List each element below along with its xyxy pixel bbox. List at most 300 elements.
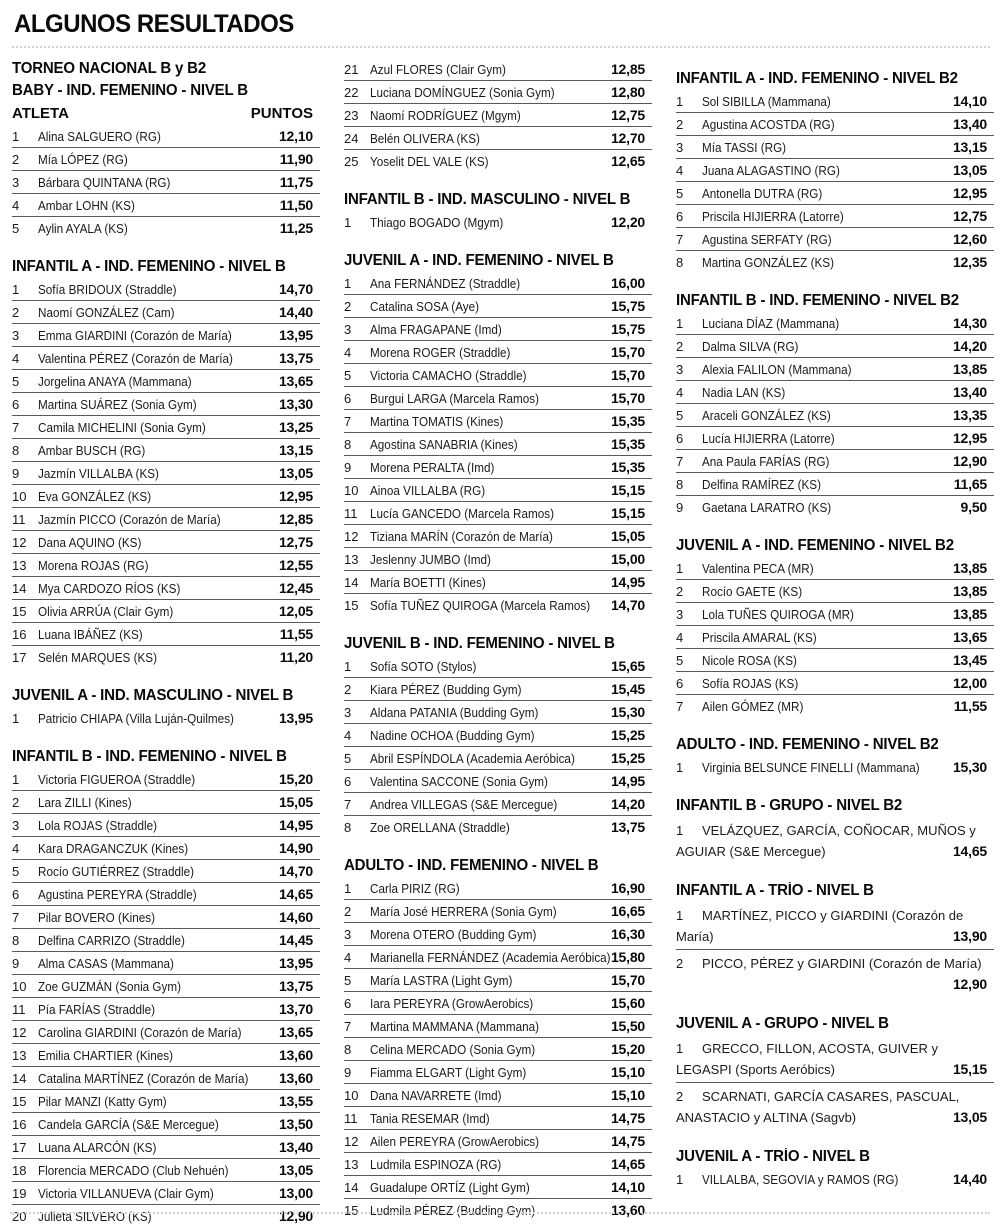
athlete-name-text: Lola TUÑES QUIROGA (MR) bbox=[702, 607, 854, 622]
score: 13,65 bbox=[278, 373, 313, 389]
result-row bbox=[344, 770, 652, 793]
athlete-name-text: Emilia CHARTIER (Kines) bbox=[38, 1048, 174, 1063]
athlete-name bbox=[702, 476, 948, 493]
score: 13,65 bbox=[952, 629, 987, 645]
rank: 13 bbox=[344, 1157, 359, 1172]
section-title: INFANTIL B - IND. FEMENINO - NIVEL B bbox=[12, 748, 287, 765]
athlete-name: VELÁZQUEZ, GARCÍA, COÑOCAR, MUÑOS y AGUIAR (S&E Mercegue) bbox=[676, 823, 976, 859]
athlete-name-text: Naomí RODRÍGUEZ (Mgym) bbox=[370, 108, 521, 123]
score: 14,70 bbox=[278, 281, 313, 297]
rank: 13 bbox=[344, 552, 359, 567]
rank: 11 bbox=[12, 1002, 26, 1017]
score: 15,20 bbox=[610, 1041, 645, 1057]
athlete-name-text: Agustina ACOSTDA (RG) bbox=[702, 117, 835, 132]
result-row bbox=[12, 883, 320, 906]
rank: 1 bbox=[12, 282, 20, 297]
rank: 9 bbox=[676, 500, 684, 515]
rank: 4 bbox=[676, 630, 684, 645]
section-title: INFANTIL B - IND. FEMENINO - NIVEL B2 bbox=[676, 292, 959, 309]
athlete-name bbox=[38, 1116, 273, 1133]
result-row bbox=[676, 603, 994, 626]
score: 14,45 bbox=[278, 932, 313, 948]
result-row bbox=[12, 324, 320, 347]
score: 13,15 bbox=[278, 442, 313, 458]
result-row bbox=[12, 952, 320, 975]
score: 16,00 bbox=[610, 275, 645, 291]
score: 13,60 bbox=[278, 1047, 313, 1063]
score: 15,25 bbox=[610, 727, 645, 743]
rank: 4 bbox=[676, 163, 684, 178]
score: 15,60 bbox=[610, 995, 645, 1011]
results-column-1 bbox=[12, 52, 320, 1228]
rank: 14 bbox=[344, 1180, 359, 1195]
score: 12,80 bbox=[610, 84, 645, 100]
score: 13,30 bbox=[278, 396, 313, 412]
result-row bbox=[676, 113, 994, 136]
athlete-name bbox=[702, 606, 947, 623]
athlete-name bbox=[370, 903, 605, 920]
rank: 2 bbox=[676, 339, 684, 354]
points-column-header: PUNTOS bbox=[250, 105, 313, 122]
athlete-name-text: Aldana PATANIA (Budding Gym) bbox=[370, 705, 539, 720]
score: 12,00 bbox=[952, 675, 987, 691]
athlete-name-text: Priscila AMARAL (KS) bbox=[702, 630, 817, 645]
athlete-name-text: Sol SIBILLA (Mammana) bbox=[702, 94, 831, 109]
score: 13,85 bbox=[952, 560, 987, 576]
result-row bbox=[676, 902, 994, 950]
score: 13,40 bbox=[952, 384, 987, 400]
athlete-name bbox=[38, 978, 273, 995]
rank: 3 bbox=[12, 328, 20, 343]
section-title: INFANTIL B - IND. MASCULINO - NIVEL B bbox=[344, 191, 631, 208]
athlete-name bbox=[38, 840, 273, 857]
result-row bbox=[344, 387, 652, 410]
result-row bbox=[344, 1153, 652, 1176]
result-row bbox=[344, 946, 652, 969]
athlete-name bbox=[702, 208, 947, 225]
result-row bbox=[12, 485, 320, 508]
athlete-name-text: Gaetana LARATRO (KS) bbox=[702, 500, 832, 515]
result-row bbox=[676, 557, 994, 580]
athlete-name bbox=[370, 107, 605, 124]
result-row bbox=[12, 125, 320, 148]
athlete-name-text: Luciana DOMÍNGUEZ (Sonia Gym) bbox=[370, 85, 555, 100]
rank: 6 bbox=[344, 391, 352, 406]
score: 12,75 bbox=[278, 534, 313, 550]
rank: 8 bbox=[12, 933, 20, 948]
result-row bbox=[676, 496, 994, 519]
athlete-name-text: VILLALBA, SEGOVIA y RAMOS (RG) bbox=[702, 1172, 899, 1187]
result-row bbox=[12, 531, 320, 554]
athlete-name bbox=[370, 153, 605, 170]
athlete-name-text: Carolina GIARDINI (Corazón de María) bbox=[38, 1025, 242, 1040]
result-row bbox=[344, 456, 652, 479]
rank: 7 bbox=[676, 454, 684, 469]
athlete-name-text: Dalma SILVA (RG) bbox=[702, 339, 799, 354]
result-row bbox=[344, 433, 652, 456]
athlete-name bbox=[702, 453, 947, 470]
score: 15,75 bbox=[610, 298, 645, 314]
athlete-name-text: Olivia ARRÚA (Clair Gym) bbox=[38, 604, 174, 619]
section-juvenil-a-ind-femenino-nivel-b bbox=[344, 250, 652, 617]
result-row bbox=[344, 525, 652, 548]
score: 12,20 bbox=[610, 214, 645, 230]
result-row bbox=[344, 211, 652, 234]
rank: 11 bbox=[12, 512, 26, 527]
athlete-name-text: Mya CARDOZO RÍOS (KS) bbox=[38, 581, 181, 596]
athlete-name bbox=[370, 727, 605, 744]
rank: 5 bbox=[12, 864, 20, 879]
rank: 7 bbox=[344, 414, 352, 429]
score: 15,50 bbox=[610, 1018, 645, 1034]
athlete-name-text: Aylin AYALA (KS) bbox=[38, 221, 128, 236]
score: 15,65 bbox=[610, 658, 645, 674]
score: 16,65 bbox=[610, 903, 645, 919]
score: 14,40 bbox=[278, 304, 313, 320]
rank: 3 bbox=[12, 818, 20, 833]
athlete-name-text: Emma GIARDINI (Corazón de María) bbox=[38, 328, 232, 343]
result-row bbox=[344, 655, 652, 678]
athlete-name bbox=[370, 773, 605, 790]
result-row bbox=[344, 724, 652, 747]
athlete-name-text: Kara DRAGANCZUK (Kines) bbox=[38, 841, 189, 856]
score: 14,95 bbox=[610, 574, 645, 590]
rank: 9 bbox=[12, 956, 20, 971]
rank: 16 bbox=[12, 1117, 27, 1132]
result-row bbox=[12, 1113, 320, 1136]
result-row bbox=[12, 814, 320, 837]
score: 13,50 bbox=[278, 1116, 313, 1132]
rank: 8 bbox=[344, 1042, 352, 1057]
result-row bbox=[344, 1107, 652, 1130]
athlete-name bbox=[702, 254, 947, 271]
rank: 22 bbox=[344, 85, 359, 100]
athlete-name-text: Morena ROJAS (RG) bbox=[38, 558, 149, 573]
result-row bbox=[12, 929, 320, 952]
score: 15,45 bbox=[610, 681, 645, 697]
athlete-name-text: Delfina CARRIZO (Straddle) bbox=[38, 933, 185, 948]
athlete-name bbox=[370, 1133, 605, 1150]
athlete-name-text: Lucía HIJIERRA (Latorre) bbox=[702, 431, 835, 446]
result-row bbox=[12, 600, 320, 623]
rank: 6 bbox=[344, 774, 352, 789]
athlete-name bbox=[370, 681, 605, 698]
athlete-name-text: Jazmín VILLALBA (KS) bbox=[38, 466, 159, 481]
score: 11,90 bbox=[279, 151, 313, 167]
athlete-name-text: Mía TASSI (RG) bbox=[702, 140, 787, 155]
athlete-name-text: Nadine OCHOA (Budding Gym) bbox=[370, 728, 535, 743]
athlete-name-text: Delfina RAMÍREZ (KS) bbox=[702, 477, 821, 492]
result-row bbox=[676, 1168, 994, 1191]
athlete-name-text: Zoe ORELLANA (Straddle) bbox=[370, 820, 510, 835]
section-title: ADULTO - IND. FEMENINO - NIVEL B2 bbox=[676, 736, 939, 753]
athlete-name bbox=[702, 162, 947, 179]
athlete-name bbox=[702, 315, 947, 332]
result-row bbox=[344, 1038, 652, 1061]
athlete-name-text: Virginia BELSUNCE FINELLI (Mammana) bbox=[702, 760, 920, 775]
score: 12,35 bbox=[952, 254, 987, 270]
athlete-name bbox=[370, 482, 605, 499]
athlete-name-text: Camila MICHELINI (Sonia Gym) bbox=[38, 420, 206, 435]
athlete-name-text: Rocío GUTIÉRREZ (Straddle) bbox=[38, 864, 195, 879]
athlete-name-text: Antonella DUTRA (RG) bbox=[702, 186, 823, 201]
result-row bbox=[12, 1021, 320, 1044]
result-row bbox=[676, 626, 994, 649]
athlete-name-text: Morena PERALTA (Imd) bbox=[370, 460, 495, 475]
result-row bbox=[676, 228, 994, 251]
athlete-name bbox=[38, 281, 273, 298]
score: 12,70 bbox=[610, 130, 645, 146]
rank: 2 bbox=[344, 299, 352, 314]
rank: 21 bbox=[344, 62, 359, 77]
athlete-name: PICCO, PÉREZ y GIARDINI (Corazón de María) bbox=[702, 956, 982, 971]
score: 13,35 bbox=[952, 407, 987, 423]
athlete-name-text: Mía LÓPEZ (RG) bbox=[38, 152, 128, 167]
athlete-name-text: Dana NAVARRETE (Imd) bbox=[370, 1088, 502, 1103]
result-row bbox=[344, 364, 652, 387]
section-infantil-a-trio-nivel-b bbox=[676, 880, 994, 997]
athlete-name bbox=[370, 436, 605, 453]
athlete-name-text: Abril ESPÍNDOLA (Academia Aeróbica) bbox=[370, 751, 575, 766]
athlete-name bbox=[370, 1110, 605, 1127]
athlete-name bbox=[370, 1179, 605, 1196]
athlete-name-text: Yoselit DEL VALE (KS) bbox=[370, 154, 489, 169]
athlete-name bbox=[702, 139, 947, 156]
section-infantil-b-ind-masculino-nivel-b bbox=[344, 189, 652, 234]
athlete-name-text: Ailen GÓMEZ (MR) bbox=[702, 699, 804, 714]
result-row bbox=[12, 508, 320, 531]
athlete-name-text: Martina MAMMANA (Mammana) bbox=[370, 1019, 540, 1034]
athlete-name-text: Selén MARQUES (KS) bbox=[38, 650, 157, 665]
result-row bbox=[676, 649, 994, 672]
result-row bbox=[12, 347, 320, 370]
score: 14,75 bbox=[610, 1110, 645, 1126]
athlete-name bbox=[702, 1171, 947, 1188]
score: 13,75 bbox=[278, 978, 313, 994]
rank: 9 bbox=[344, 1065, 352, 1080]
rank: 7 bbox=[344, 1019, 352, 1034]
title-divider bbox=[12, 46, 990, 48]
rank: 11 bbox=[344, 1111, 358, 1126]
score: 14,95 bbox=[278, 817, 313, 833]
results-column-3 bbox=[676, 52, 994, 1228]
score: 15,35 bbox=[610, 459, 645, 475]
athlete-name-text: Alina SALGUERO (RG) bbox=[38, 129, 161, 144]
athlete-name-text: Candela GARCÍA (S&E Mercegue) bbox=[38, 1117, 219, 1132]
result-row bbox=[12, 1067, 320, 1090]
rank: 12 bbox=[344, 1134, 359, 1149]
result-row bbox=[344, 877, 652, 900]
result-row bbox=[12, 278, 320, 301]
section-infantil-b-grupo-nivel-b2 bbox=[676, 795, 994, 864]
athlete-name-text: Alexia FALILON (Mammana) bbox=[702, 362, 852, 377]
athlete-name-text: Valentina SACCONE (Sonia Gym) bbox=[370, 774, 548, 789]
result-row bbox=[344, 747, 652, 770]
athlete-name bbox=[370, 505, 605, 522]
rank: 25 bbox=[344, 154, 359, 169]
athlete-name bbox=[370, 658, 605, 675]
athlete-name bbox=[38, 557, 273, 574]
athlete-name bbox=[38, 955, 273, 972]
result-row bbox=[12, 1205, 320, 1228]
athlete-name bbox=[370, 459, 605, 476]
score: 13,95 bbox=[278, 955, 313, 971]
athlete-name-text: Tiziana MARÍN (Corazón de María) bbox=[370, 529, 553, 544]
rank: 4 bbox=[12, 198, 20, 213]
rank: 1 bbox=[676, 561, 684, 576]
result-row bbox=[12, 1182, 320, 1205]
score: 15,70 bbox=[610, 367, 645, 383]
rank: 2 bbox=[12, 152, 20, 167]
result-row bbox=[676, 817, 994, 864]
athlete-name: GRECCO, FILLON, ACOSTA, GUIVER y LEGASPI (Sports Aeróbics) bbox=[676, 1041, 938, 1077]
rank: 5 bbox=[676, 186, 684, 201]
rank: 2 bbox=[676, 117, 684, 132]
athlete-name-text: Pilar BOVERO (Kines) bbox=[38, 910, 156, 925]
athlete-name-text: Pilar MANZI (Katty Gym) bbox=[38, 1094, 167, 1109]
athlete-name-text: Victoria VILLANUEVA (Clair Gym) bbox=[38, 1186, 214, 1201]
score: 15,05 bbox=[278, 794, 313, 810]
result-row bbox=[344, 318, 652, 341]
section-infantil-a-ind-femenino-nivel-b2 bbox=[676, 68, 994, 274]
score: 11,75 bbox=[279, 174, 313, 190]
score: 14,70 bbox=[610, 597, 645, 613]
rank: 6 bbox=[12, 887, 20, 902]
athlete-name-text: Luana IBÁÑEZ (KS) bbox=[38, 627, 143, 642]
section-adulto-ind-femenino-nivel-b2 bbox=[676, 734, 994, 779]
athlete-name-text: Sofía ROJAS (KS) bbox=[702, 676, 799, 691]
section-continuation bbox=[344, 58, 652, 173]
result-row bbox=[344, 678, 652, 701]
result-row bbox=[676, 950, 994, 997]
athlete-name bbox=[38, 488, 273, 505]
score: 14,20 bbox=[952, 338, 987, 354]
score: 13,70 bbox=[278, 1001, 313, 1017]
result-row bbox=[12, 906, 320, 929]
athlete-column-header: ATLETA bbox=[12, 105, 69, 122]
rank: 3 bbox=[344, 322, 352, 337]
section-title: ADULTO - IND. FEMENINO - NIVEL B bbox=[344, 857, 599, 874]
section-title: JUVENIL B - IND. FEMENINO - NIVEL B bbox=[344, 635, 615, 652]
result-row bbox=[344, 341, 652, 364]
athlete-name-text: Victoria CAMACHO (Straddle) bbox=[370, 368, 527, 383]
athlete-name bbox=[38, 603, 273, 620]
rank: 9 bbox=[344, 460, 352, 475]
result-row bbox=[12, 707, 320, 730]
athlete-name bbox=[702, 430, 947, 447]
score: 11,55 bbox=[953, 698, 987, 714]
rank: 1 bbox=[344, 659, 352, 674]
athlete-name bbox=[38, 886, 273, 903]
athlete-name bbox=[370, 528, 605, 545]
rank: 17 bbox=[12, 650, 27, 665]
athlete-name-text: Ana Paula FARÍAS (RG) bbox=[702, 454, 830, 469]
athlete-name-text: Alma CASAS (Mammana) bbox=[38, 956, 174, 971]
athlete-name bbox=[370, 214, 605, 231]
score: 15,10 bbox=[610, 1064, 645, 1080]
rank: 19 bbox=[12, 1186, 27, 1201]
result-row bbox=[676, 580, 994, 603]
athlete-name-text: Martina TOMATIS (Kines) bbox=[370, 414, 504, 429]
section-infantil-b-ind-femenino-nivel-b2 bbox=[676, 290, 994, 519]
result-row bbox=[676, 450, 994, 473]
athlete-name-text: Jeslenny JUMBO (Imd) bbox=[370, 552, 491, 567]
section-juvenil-a-ind-masculino-nivel-b bbox=[12, 685, 320, 730]
rank: 1 bbox=[676, 94, 684, 109]
athlete-name bbox=[370, 995, 605, 1012]
rank: 15 bbox=[12, 604, 27, 619]
athlete-name-text: Florencia MERCADO (Club Nehuén) bbox=[38, 1163, 229, 1178]
result-row bbox=[676, 182, 994, 205]
rank: 5 bbox=[344, 973, 352, 988]
rank: 3 bbox=[344, 705, 352, 720]
rank: 23 bbox=[344, 108, 359, 123]
athlete-name-text: Marianella FERNÁNDEZ (Academia Aeróbica) bbox=[370, 950, 611, 965]
rank: 6 bbox=[676, 676, 684, 691]
rank: 4 bbox=[344, 950, 352, 965]
athlete-name-text: Araceli GONZÁLEZ (KS) bbox=[702, 408, 831, 423]
athlete-name bbox=[370, 390, 605, 407]
athlete-name bbox=[370, 551, 605, 568]
result-row bbox=[12, 217, 320, 240]
athlete-name bbox=[38, 1208, 273, 1225]
section-juvenil-b-ind-femenino-nivel-b bbox=[344, 633, 652, 839]
score: 13,55 bbox=[278, 1093, 313, 1109]
score: 14,40 bbox=[952, 1171, 987, 1187]
rank: 9 bbox=[12, 466, 20, 481]
result-row bbox=[344, 793, 652, 816]
athlete-name bbox=[38, 350, 273, 367]
athlete-name bbox=[38, 626, 274, 643]
rank: 14 bbox=[12, 581, 27, 596]
rank: 6 bbox=[676, 431, 684, 446]
score: 15,20 bbox=[278, 771, 313, 787]
athlete-name bbox=[38, 1024, 273, 1041]
rank: 6 bbox=[344, 996, 352, 1011]
section-title: INFANTIL B - GRUPO - NIVEL B2 bbox=[676, 797, 903, 814]
result-row bbox=[12, 462, 320, 485]
athlete-name bbox=[38, 909, 273, 926]
rank: 4 bbox=[344, 345, 352, 360]
athlete-name bbox=[370, 704, 605, 721]
rank: 2 bbox=[676, 584, 684, 599]
score: 15,70 bbox=[610, 972, 645, 988]
rank: 18 bbox=[12, 1163, 27, 1178]
athlete-name-text: Dana AQUINO (KS) bbox=[38, 535, 142, 550]
result-row bbox=[676, 756, 994, 779]
athlete-name bbox=[702, 675, 947, 692]
athlete-name bbox=[38, 396, 273, 413]
rank: 15 bbox=[344, 1203, 359, 1218]
athlete-name bbox=[702, 361, 947, 378]
athlete-name bbox=[370, 1156, 605, 1173]
score: 13,60 bbox=[610, 1202, 645, 1218]
result-row bbox=[676, 427, 994, 450]
rank: 5 bbox=[676, 408, 684, 423]
rank: 12 bbox=[12, 535, 27, 550]
athlete-name bbox=[702, 384, 947, 401]
result-row bbox=[344, 992, 652, 1015]
athlete-name-text: Valentina PECA (MR) bbox=[702, 561, 814, 576]
rank: 2 bbox=[12, 795, 20, 810]
score: 12,95 bbox=[278, 488, 313, 504]
result-row bbox=[676, 136, 994, 159]
score: 16,90 bbox=[610, 880, 645, 896]
section-title: JUVENIL A - IND. FEMENINO - NIVEL B2 bbox=[676, 537, 954, 554]
score: 11,25 bbox=[279, 220, 313, 236]
athlete-name-text: Belén OLIVERA (KS) bbox=[370, 131, 480, 146]
section-infantil-b-ind-femenino-nivel-b bbox=[12, 746, 320, 1228]
